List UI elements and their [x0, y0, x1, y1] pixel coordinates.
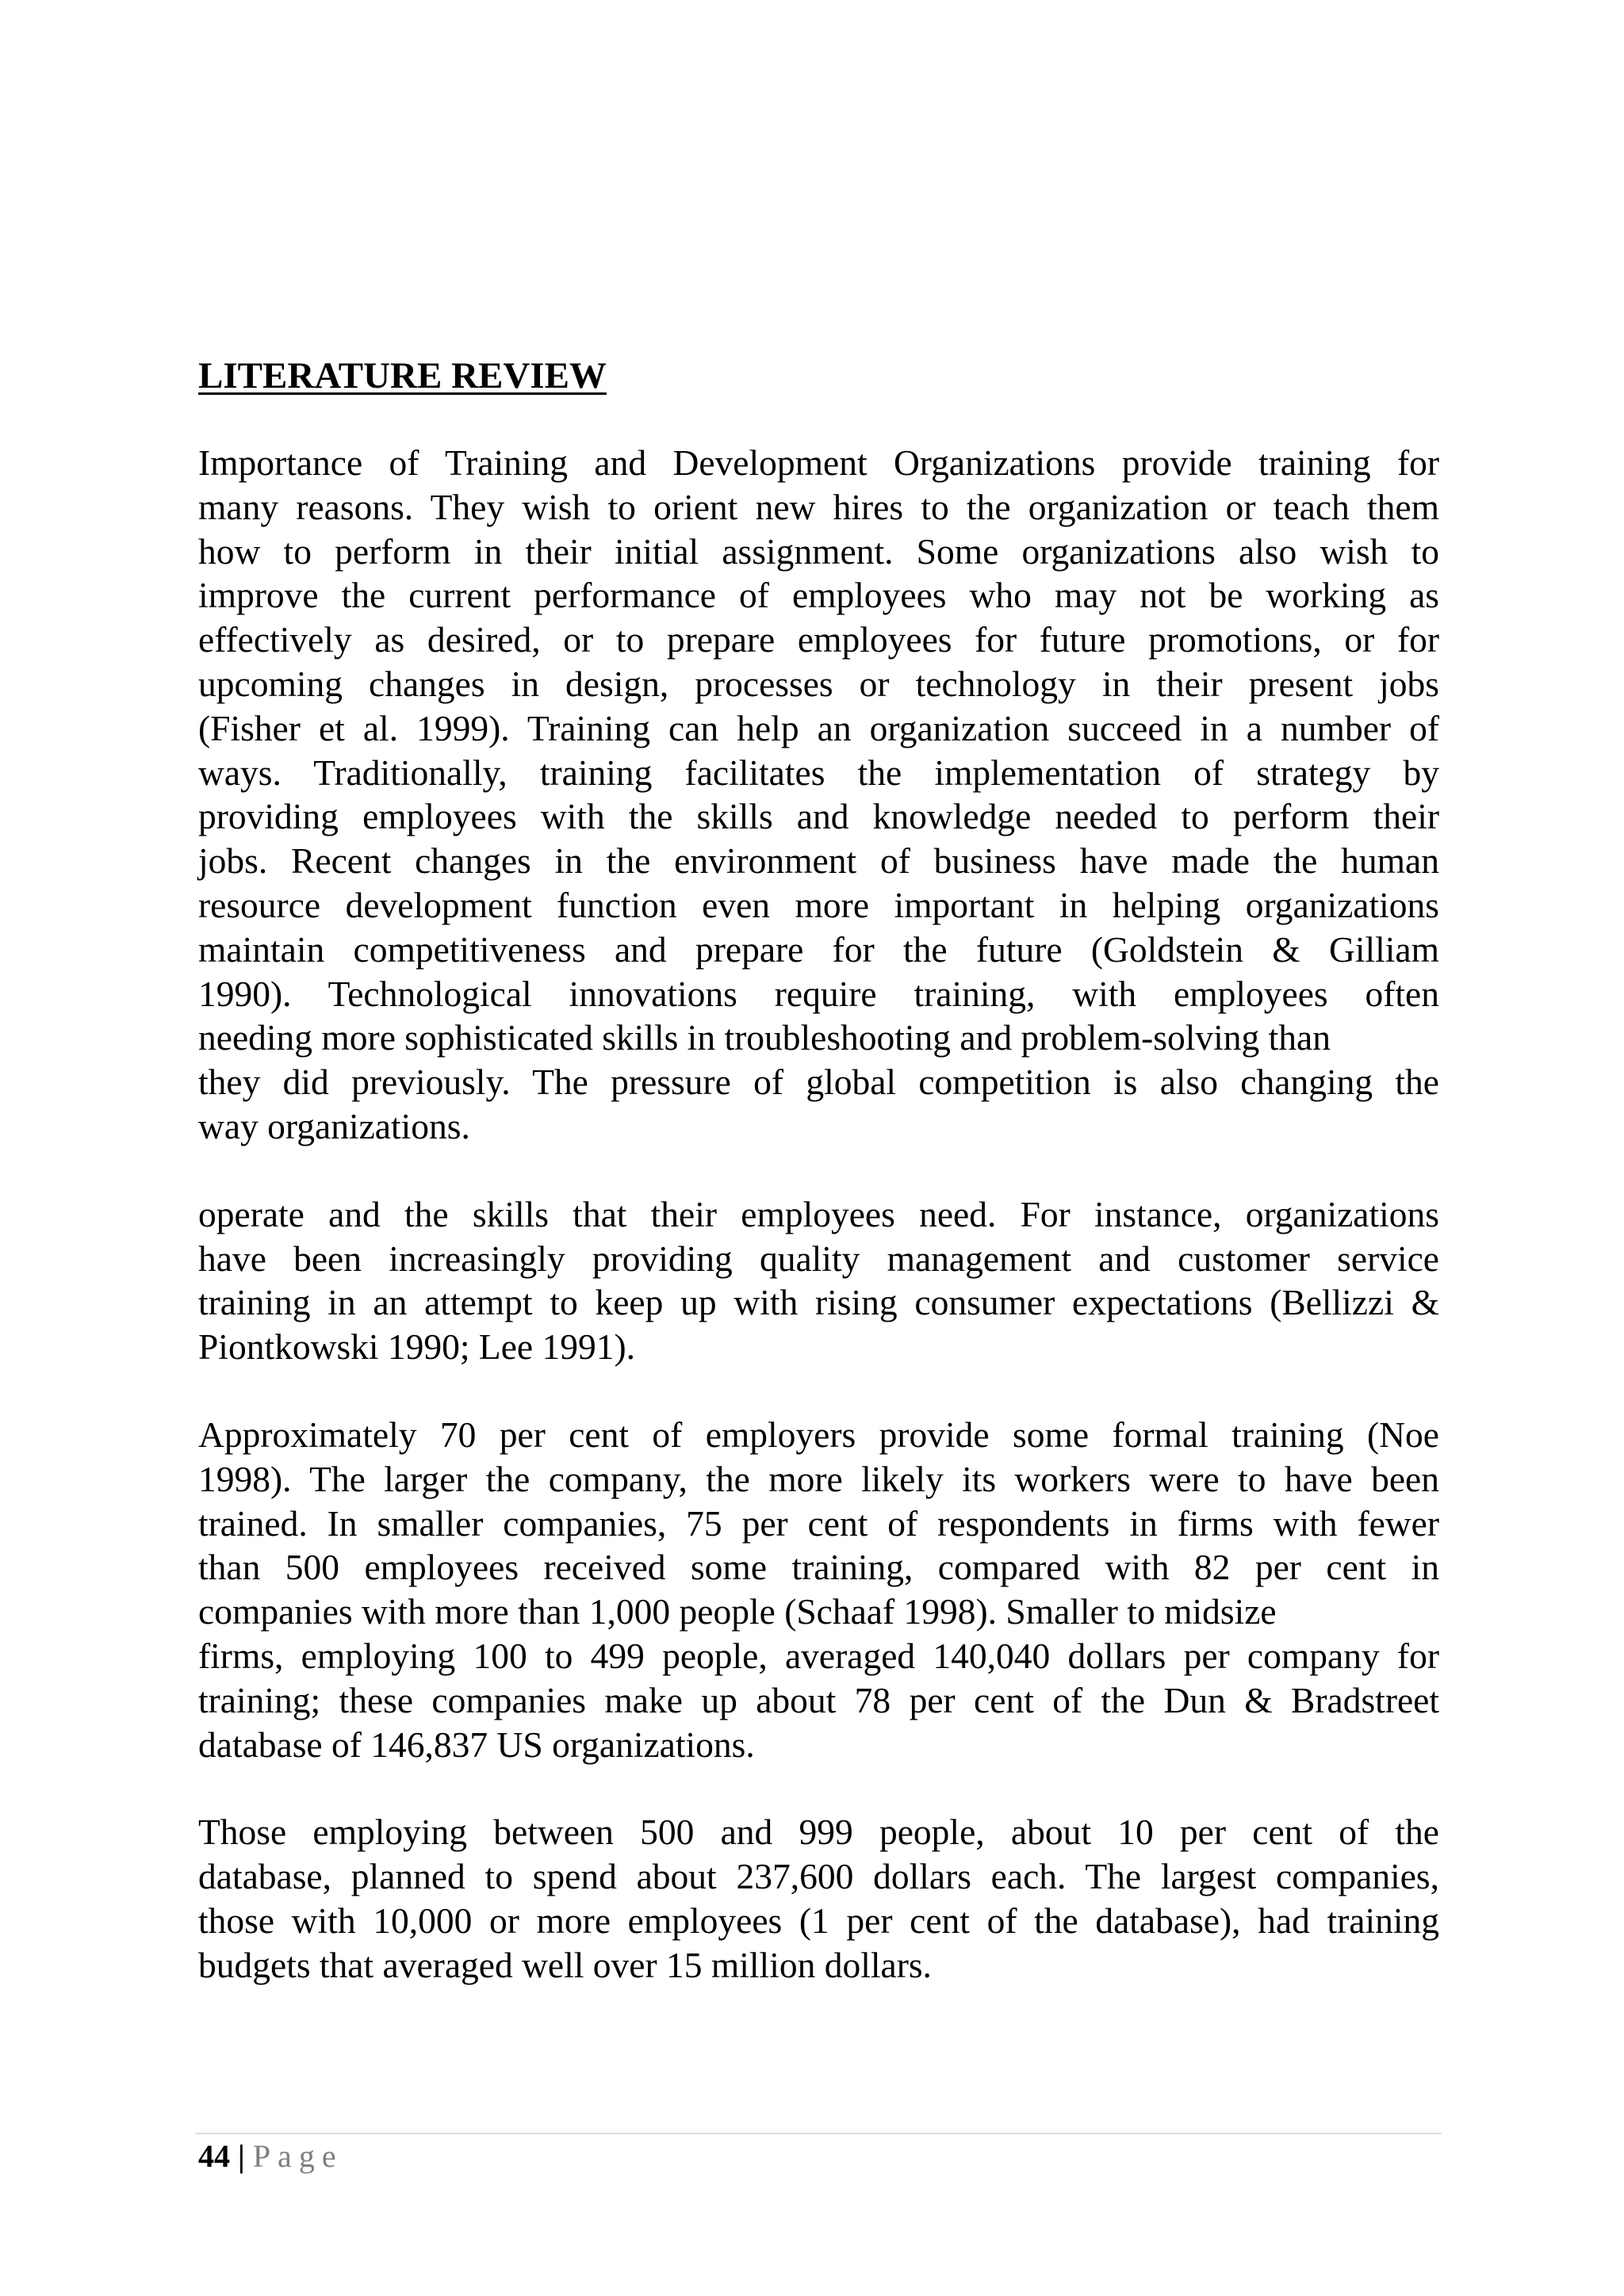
- paragraph-line: improve the current performance of employees who may not be working as: [198, 575, 1439, 616]
- paragraph-line: those with 10,000 or more employees (1 per cent of the database), had training: [198, 1900, 1439, 1941]
- paragraph-line: ways. Traditionally, training facilitates the implementation of strategy by: [198, 752, 1439, 793]
- paragraph-line: needing more sophisticated skills in troubleshooting and problem-solving than: [198, 1017, 1331, 1058]
- paragraph-line: database, planned to spend about 237,600 dollars each. The largest companies,: [198, 1856, 1439, 1897]
- paragraph-line: companies with more than 1,000 people (Schaaf 1998). Smaller to midsize: [198, 1591, 1277, 1632]
- page-footer: [198, 2137, 343, 2175]
- paragraph-line: than 500 employees received some training, compared with 82 per cent in: [198, 1547, 1439, 1588]
- paragraph-line: providing employees with the skills and knowledge needed to perform their: [198, 796, 1439, 837]
- paragraph-line: effectively as desired, or to prepare employees for future promotions, or for: [198, 619, 1439, 660]
- document-body: [198, 354, 1439, 2031]
- paragraph-line: they did previously. The pressure of global competition is also changing the: [198, 1062, 1439, 1103]
- paragraph-line: 1998). The larger the company, the more likely its workers were to have been: [198, 1458, 1439, 1499]
- paragraph-line: training; these companies make up about 78 per cent of the Dun & Bradstreet: [198, 1679, 1439, 1720]
- page-number: 44: [198, 2138, 230, 2174]
- paragraph-line: jobs. Recent changes in the environment of business have made the human: [198, 840, 1439, 882]
- paragraph-line: Importance of Training and Development Organizations provide training for: [198, 442, 1439, 483]
- paragraph-line: trained. In smaller companies, 75 per cent of respondents in firms with fewer: [198, 1502, 1439, 1544]
- paragraph-line: Those employing between 500 and 999 people, about 10 per cent of the: [198, 1812, 1439, 1853]
- paragraph-operate-and-skills: [198, 1192, 1439, 1369]
- paragraph-line: maintain competitiveness and prepare for the future (Goldstein & Gilliam: [198, 928, 1439, 970]
- footer-divider: [195, 2133, 1442, 2134]
- footer-separator: |: [238, 2138, 245, 2174]
- paragraph-line: have been increasingly providing quality management and customer service: [198, 1238, 1439, 1279]
- paragraph-line: firms, employing 100 to 499 people, averaged 140,040 dollars per company for: [198, 1635, 1439, 1676]
- paragraph-line: many reasons. They wish to orient new hires to the organization or teach them: [198, 486, 1439, 527]
- paragraph-line: upcoming changes in design, processes or technology in their present jobs: [198, 663, 1439, 704]
- paragraph-formal-training-statistics: [198, 1413, 1439, 1766]
- paragraph-line: 1990). Technological innovations require training, with employees often: [198, 973, 1439, 1014]
- paragraph-line: Approximately 70 per cent of employers provide some formal training (Noe: [198, 1414, 1439, 1455]
- paragraph-line: how to perform in their initial assignment. Some organizations also wish to: [198, 530, 1439, 572]
- paragraph-line: budgets that averaged well over 15 million dollars.: [198, 1944, 932, 1985]
- paragraph-line: Piontkowski 1990; Lee 1991).: [198, 1326, 636, 1368]
- paragraph-line: way organizations.: [198, 1105, 470, 1146]
- paragraph-line: training in an attempt to keep up with rising consumer expectations (Bellizzi &: [198, 1282, 1439, 1323]
- paragraph-line: operate and the skills that their employees need. For instance, organizations: [198, 1193, 1439, 1234]
- paragraph-line: database of 146,837 US organizations.: [198, 1724, 755, 1765]
- page-label: Page: [252, 2138, 343, 2174]
- paragraph-line: resource development function even more important in helping organizations: [198, 884, 1439, 925]
- paragraph-line: (Fisher et al. 1999). Training can help an organization succeed in a number of: [198, 707, 1439, 748]
- paragraph-training-budgets: [198, 1810, 1439, 1987]
- section-heading: LITERATURE REVIEW: [198, 355, 607, 396]
- paragraph-importance-of-training: [198, 441, 1439, 1149]
